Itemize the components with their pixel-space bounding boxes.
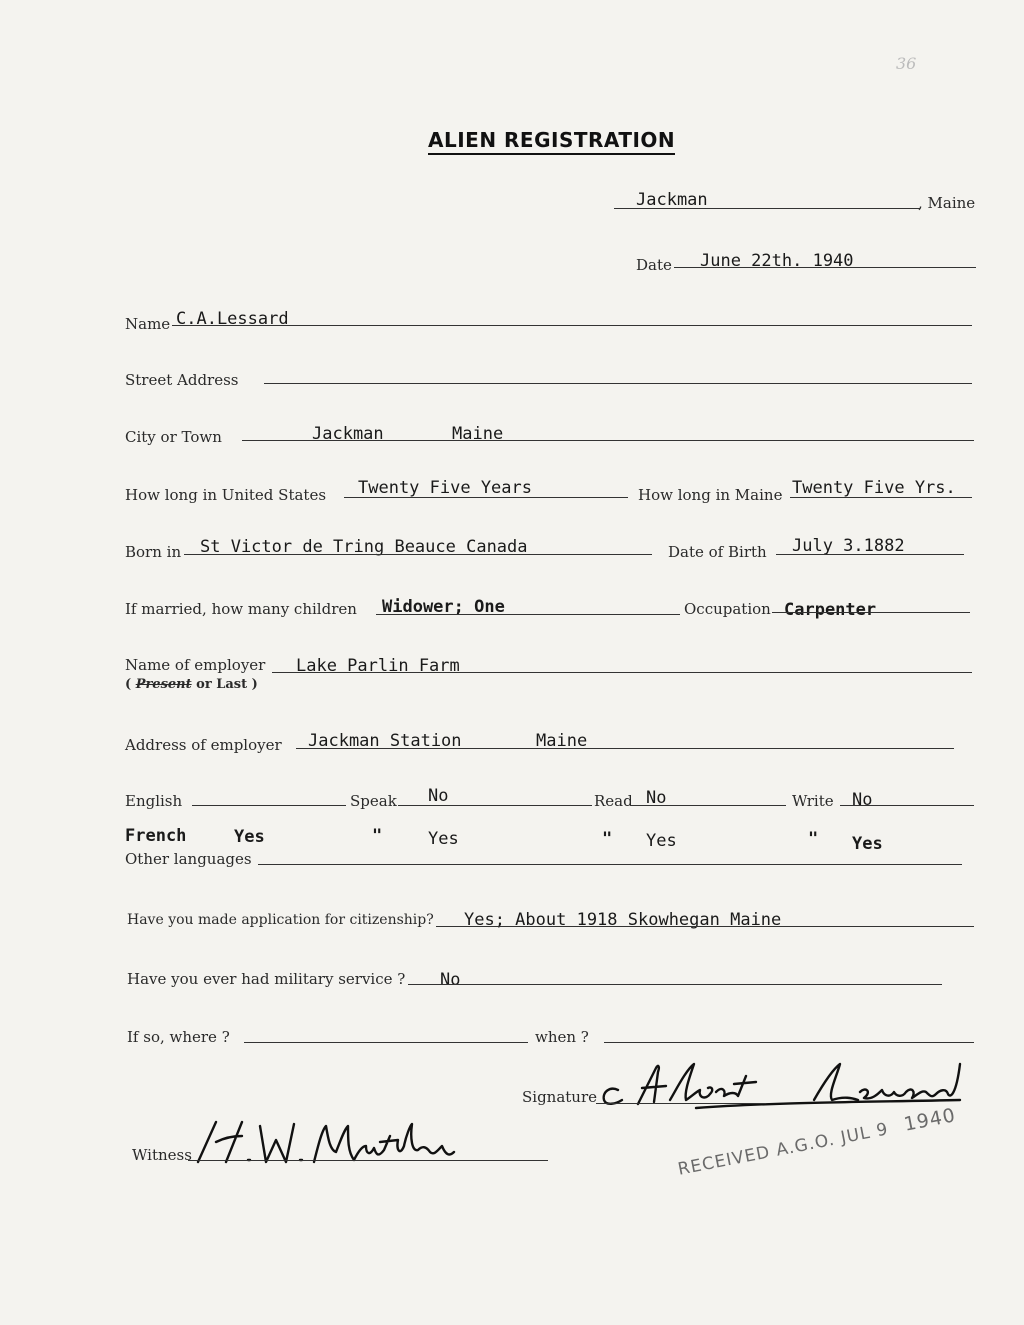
how-long-us-value: Twenty Five Years: [358, 478, 532, 498]
received-stamp: [676, 1104, 958, 1180]
signature-line: [596, 1103, 766, 1104]
when-line: [604, 1042, 974, 1043]
military-line: [408, 984, 942, 985]
when-label: when ?: [535, 1028, 589, 1046]
occupation-line: [772, 612, 970, 613]
street-address-label: Street Address: [125, 371, 239, 389]
other-languages-label: Other languages: [125, 850, 252, 868]
english-read-value: No: [646, 788, 667, 808]
military-label: Have you ever had military service ?: [127, 970, 406, 988]
name-line: [172, 325, 972, 326]
read-label: Read: [594, 792, 633, 810]
employer-address-state: Maine: [536, 731, 588, 751]
speak-label: Speak: [350, 792, 397, 810]
received-stamp-text: RECEIVED A.G.O. JUL 9: [676, 1119, 891, 1180]
french-speak-value: Yes: [428, 829, 459, 849]
witness-line: [188, 1160, 548, 1161]
employer-value: Lake Parlin Farm: [296, 656, 460, 676]
ditto-read: ": [602, 829, 613, 849]
city-label: City or Town: [125, 428, 222, 446]
occupation-label: Occupation: [684, 600, 771, 618]
date-of-birth-label: Date of Birth: [668, 543, 767, 561]
name-label: Name: [125, 315, 171, 333]
occupation-value: Carpenter: [784, 600, 877, 620]
citizenship-value: Yes; About 1918 Skowhegan Maine: [464, 910, 782, 930]
how-long-maine-value: Twenty Five Yrs.: [792, 478, 956, 498]
witness-label: Witness: [132, 1146, 192, 1164]
name-value: C.A.Lessard: [176, 309, 289, 329]
received-stamp-year: 1940: [902, 1104, 958, 1136]
date-label: Date: [636, 256, 672, 274]
english-line: [192, 805, 346, 806]
french-write-value: Yes: [852, 834, 883, 854]
english-speak-value: No: [428, 786, 449, 806]
citizenship-label: Have you made application for citizenship?: [127, 912, 434, 928]
children-line: [376, 614, 680, 615]
date-line: [674, 267, 976, 268]
born-in-line: [184, 554, 652, 555]
employer-sublabel-struck: Present: [135, 677, 192, 692]
how-long-us-label: How long in United States: [125, 486, 327, 504]
how-long-maine-line: [790, 497, 972, 498]
location-line: [614, 208, 920, 209]
employer-line: [272, 672, 972, 673]
location-town: Jackman: [636, 190, 708, 210]
signature-label: Signature: [522, 1088, 598, 1106]
french-understand-value: Yes: [234, 827, 265, 847]
ditto-write: ": [808, 829, 819, 849]
street-address-line: [264, 383, 972, 384]
date-of-birth-line: [776, 554, 964, 555]
date-value: June 22th. 1940: [700, 251, 854, 271]
born-in-value: St Victor de Tring Beauce Canada: [200, 537, 528, 557]
employer-address-town: Jackman Station: [308, 731, 462, 751]
form-title: ALIEN REGISTRATION: [428, 128, 675, 155]
if-so-where-line: [244, 1042, 528, 1043]
read-line: [630, 805, 786, 806]
french-label: French: [125, 826, 187, 846]
employer-address-label: Address of employer: [125, 736, 282, 754]
city-state: Maine: [452, 424, 504, 444]
children-value: Widower; One: [382, 597, 505, 617]
page-number: 36: [896, 54, 917, 73]
how-long-us-line: [344, 497, 628, 498]
speak-line: [398, 805, 592, 806]
write-line: [840, 805, 974, 806]
if-so-where-label: If so, where ?: [127, 1028, 230, 1046]
ditto-speak: ": [372, 826, 383, 846]
location-state-label: , Maine: [918, 194, 976, 212]
citizenship-line: [436, 926, 974, 927]
how-long-maine-label: How long in Maine: [638, 486, 783, 504]
employer-address-line: [296, 748, 954, 749]
children-label: If married, how many children: [125, 600, 357, 618]
born-in-label: Born in: [125, 543, 182, 561]
english-write-value: No: [852, 790, 873, 810]
employer-sublabel: ( Present or Last ): [125, 677, 258, 692]
write-label: Write: [792, 792, 834, 810]
military-value: No: [440, 970, 461, 990]
date-of-birth-value: July 3.1882: [792, 536, 905, 556]
french-read-value: Yes: [646, 831, 677, 851]
city-town: Jackman: [312, 424, 384, 444]
employer-label: Name of employer: [125, 656, 266, 674]
city-line: [242, 440, 974, 441]
english-label: English: [125, 792, 183, 810]
other-languages-line: [258, 864, 962, 865]
